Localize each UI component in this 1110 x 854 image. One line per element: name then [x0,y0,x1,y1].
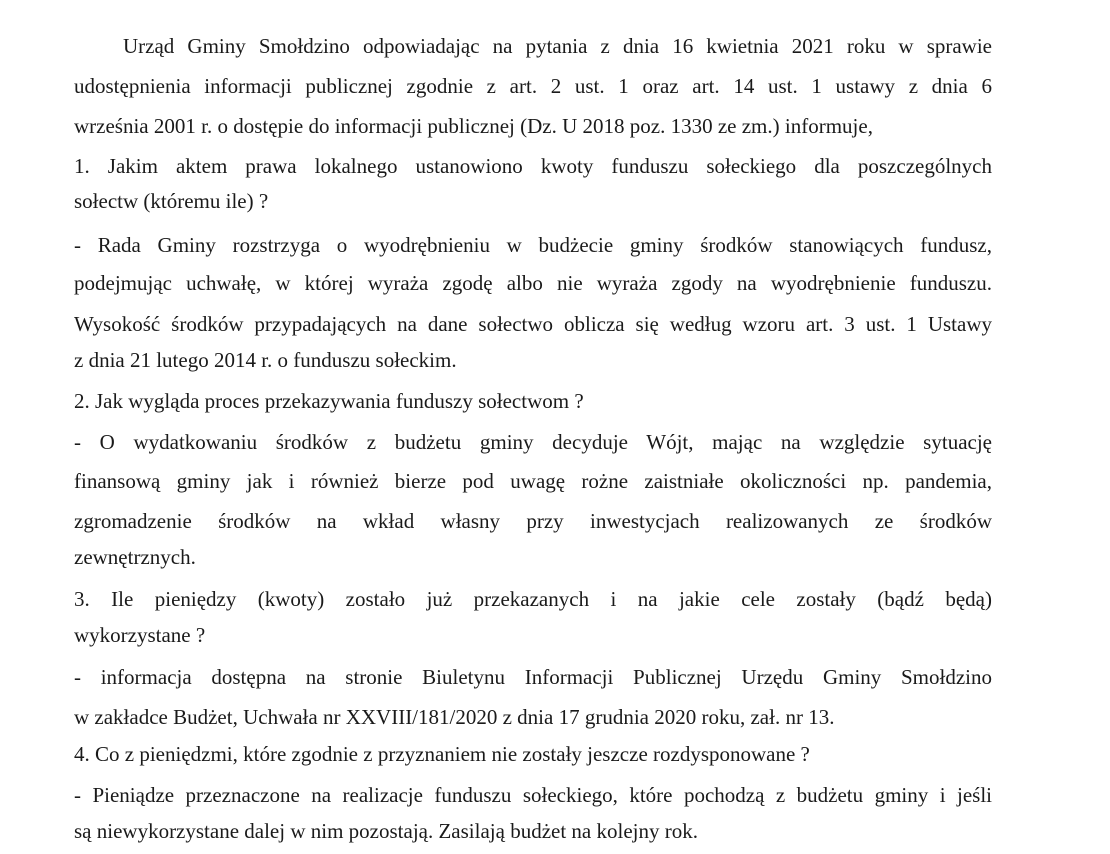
question-1-line-2: sołectw (któremu ile) ? [74,189,269,213]
answer-2-line-1: - O wydatkowaniu środków z budżetu gminy decyduje Wójt, mając na względzie sytuację [74,430,992,454]
text-line-intro-1: Urząd Gminy Smołdzino odpowiadając na pytania z dnia 16 kwietnia 2021 roku w sprawie [123,34,992,58]
answer-2-line-2: finansową gminy jak i również bierze pod uwagę rożne zaistniałe okoliczności np. pandemia, [74,469,992,493]
answer-1-line-3: Wysokość środków przypadających na dane sołectwo oblicza się według wzoru art. 3 ust. 1 Ustawy [74,312,992,336]
answer-2-line-4: zewnętrznych. [74,545,196,569]
question-3-line-2: wykorzystane ? [74,623,206,647]
question-2-line-1: 2. Jak wygląda proces przekazywania funduszy sołectwom ? [74,389,584,413]
answer-2-line-3: zgromadzenie środków na wkład własny przy inwestycjach realizowanych ze środków [74,509,992,533]
question-4-line-1: 4. Co z pieniędzmi, które zgodnie z przyznaniem nie zostały jeszcze rozdysponowane ? [74,742,810,766]
answer-1-line-2: podejmując uchwałę, w której wyraża zgodę albo nie wyraża zgody na wyodrębnienie funduszu. [74,271,992,295]
text-line-intro-3: września 2001 r. o dostępie do informacji publicznej (Dz. U 2018 poz. 1330 ze zm.) informuje, [74,114,873,138]
question-3-line-1: 3. Ile pieniędzy (kwoty) zostało już przekazanych i na jakie cele zostały (bądź będą) [74,587,992,611]
question-1-line-1: 1. Jakim aktem prawa lokalnego ustanowiono kwoty funduszu sołeckiego dla poszczególnych [74,154,992,178]
answer-4-line-1: - Pieniądze przeznaczone na realizacje funduszu sołeckiego, które pochodzą z budżetu gminy i jeśli [74,783,992,807]
answer-3-line-1: - informacja dostępna na stronie Biuletynu Informacji Publicznej Urzędu Gminy Smołdzino [74,665,992,689]
answer-1-line-4: z dnia 21 lutego 2014 r. o funduszu sołeckim. [74,348,457,372]
answer-1-line-1: - Rada Gminy rozstrzyga o wyodrębnieniu w budżecie gminy środków stanowiących fundusz, [74,233,992,257]
answer-3-line-2: w zakładce Budżet, Uchwała nr XXVIII/181/2020 z dnia 17 grudnia 2020 roku, zał. nr 13. [74,705,835,729]
text-line-intro-2: udostępnienia informacji publicznej zgodnie z art. 2 ust. 1 oraz art. 14 ust. 1 ustawy z dnia 6 [74,74,992,98]
answer-4-line-2: są niewykorzystane dalej w nim pozostają. Zasilają budżet na kolejny rok. [74,819,698,843]
